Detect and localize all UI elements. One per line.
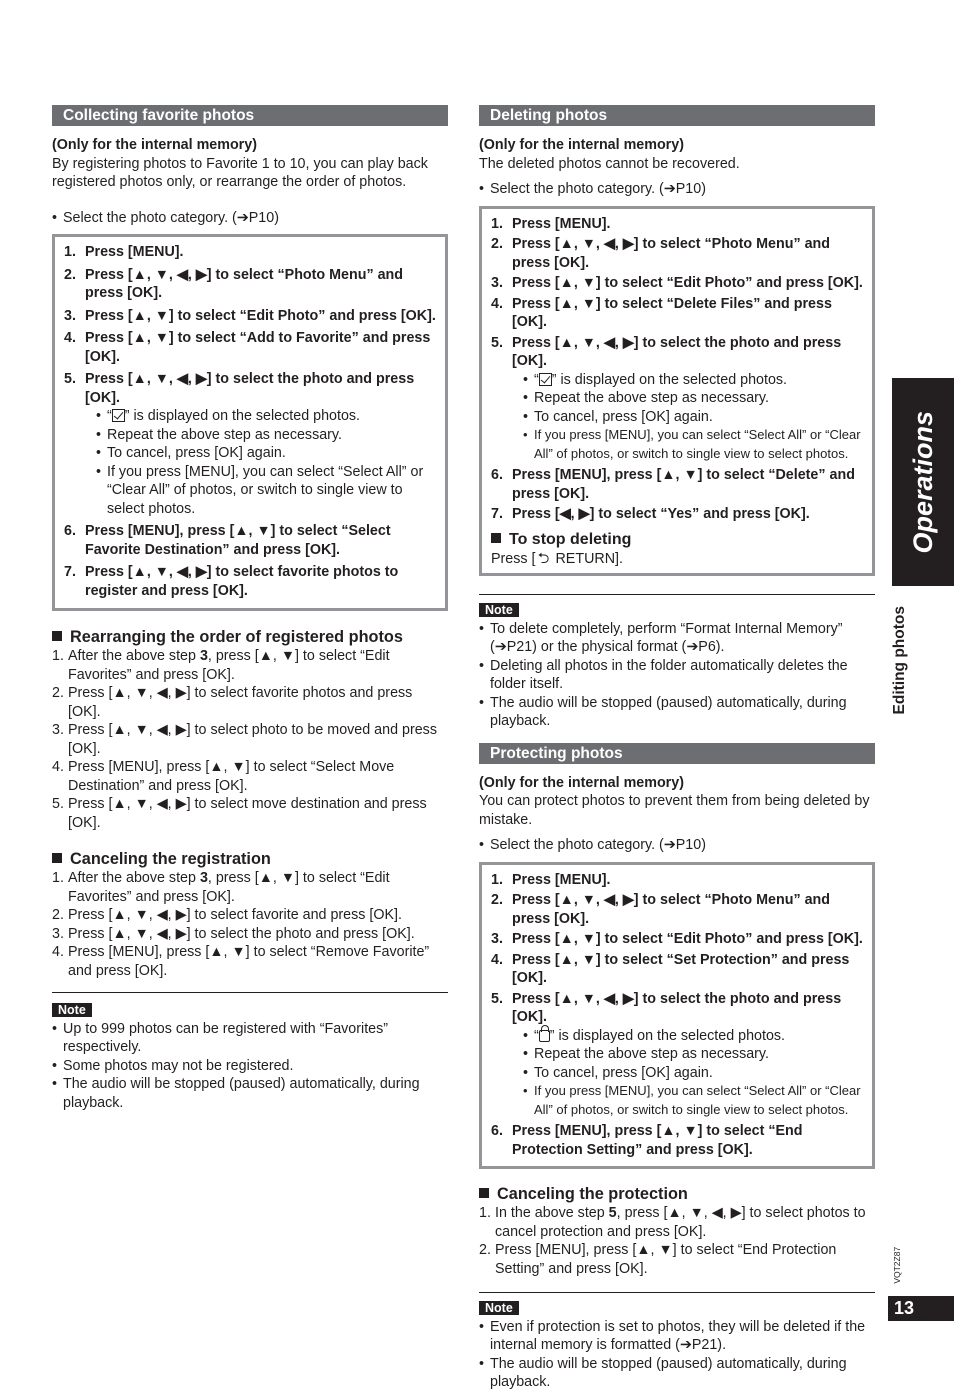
heading-canceling-registration: Canceling the registration xyxy=(52,849,448,869)
bullet: • If you press [MENU], you can select “Select All” or “Clear All” of photos, or switch to single view to select photos. xyxy=(523,1082,865,1119)
section-title-favorites: Collecting favorite photos xyxy=(52,105,448,126)
bullet: • “ ” is displayed on the selected photos. xyxy=(523,1027,865,1046)
step: 3. Press [▲, ▼] to select “Edit Photo” and press [OK]. xyxy=(491,275,863,291)
list-item: 1. After the above step 3, press [▲, ▼] to select “Edit Favorites” and press [OK]. xyxy=(52,648,390,683)
pre-step: • Select the photo category. (➔P10) xyxy=(52,209,448,228)
steps-box-deleting xyxy=(479,206,875,577)
checkbox-icon xyxy=(539,373,552,386)
step: 6. Press [MENU], press [▲, ▼] to select “End Protection Setting” and press [OK]. xyxy=(491,1123,803,1158)
step: 2. Press [▲, ▼, ◀, ▶] to select “Photo Menu” and press [OK]. xyxy=(491,236,831,271)
bullet: • To cancel, press [OK] again. xyxy=(523,408,865,427)
step: 5. Press [▲, ▼, ◀, ▶] to select the photo and press [OK]. xyxy=(491,334,842,369)
heading-stop-deleting: To stop deleting xyxy=(491,530,865,550)
list-item: 3. Press [▲, ▼, ◀, ▶] to select photo to be moved and press [OK]. xyxy=(52,722,437,757)
note-label: Note xyxy=(479,603,519,617)
steps-box xyxy=(52,234,448,611)
note-bullet: • To delete completely, perform “Format Internal Memory” (➔P21) or the physical format (➔P6). xyxy=(479,620,875,657)
step: 1. Press [MENU]. xyxy=(491,871,611,888)
section-title-deleting: Deleting photos xyxy=(479,105,875,126)
step: 6. Press [MENU], press [▲, ▼] to select “Select Favorite Destination” and press [OK]. xyxy=(64,523,391,558)
step: 5. Press [▲, ▼, ◀, ▶] to select the photo and press [OK]. xyxy=(491,990,842,1025)
bullet: • “ ” is displayed on the selected photos. xyxy=(96,407,438,426)
bullet: • Repeat the above step as necessary. xyxy=(96,426,438,445)
chapter-label: Editing photos xyxy=(890,606,908,715)
operations-tab: Operations xyxy=(907,410,938,554)
pre-step: • Select the photo category. (➔P10) xyxy=(479,180,875,199)
note-section-deleting xyxy=(479,594,875,731)
bullet: • To cancel, press [OK] again. xyxy=(96,444,438,463)
step: 6. Press [MENU], press [▲, ▼] to select “Delete” and press [OK]. xyxy=(491,467,855,502)
list-item: 2. Press [▲, ▼, ◀, ▶] to select favorite photos and press [OK]. xyxy=(52,685,413,720)
note-bullet: • The audio will be stopped (paused) automatically, during playback. xyxy=(479,694,875,731)
heading-canceling-protection: Canceling the protection xyxy=(479,1184,875,1204)
memory-scope-note: (Only for the internal memory) xyxy=(479,137,684,153)
step: 4. Press [▲, ▼] to select “Add to Favorite” and press [OK]. xyxy=(64,330,431,365)
step: 1. Press [MENU]. xyxy=(491,215,611,232)
step: 3. Press [▲, ▼] to select “Edit Photo” and press [OK]. xyxy=(491,931,863,947)
list-item: 2. Press [▲, ▼, ◀, ▶] to select favorite and press [OK]. xyxy=(52,907,402,923)
left-column xyxy=(52,105,448,1112)
stop-deleting-text: Press [ ⮌ RETURN]. xyxy=(491,550,623,567)
steps-box-protecting xyxy=(479,862,875,1170)
list-item: 1. After the above step 3, press [▲, ▼] to select “Edit Favorites” and press [OK]. xyxy=(52,870,390,905)
list-item: 4. Press [MENU], press [▲, ▼] to select “Select Move Destination” and press [OK]. xyxy=(52,759,395,794)
step: 2. Press [▲, ▼, ◀, ▶] to select “Photo Menu” and press [OK]. xyxy=(64,266,404,301)
list-item: 4. Press [MENU], press [▲, ▼] to select “Remove Favorite” and press [OK]. xyxy=(52,944,430,979)
step: 7. Press [◀, ▶] to select “Yes” and press [OK]. xyxy=(491,506,810,522)
lock-icon xyxy=(539,1030,550,1042)
section-title-protecting: Protecting photos xyxy=(479,743,875,764)
note-section xyxy=(52,992,448,1112)
step: 7. Press [▲, ▼, ◀, ▶] to select favorite photos to register and press [OK]. xyxy=(64,564,399,599)
bullet: • If you press [MENU], you can select “Select All” or “Clear All” of photos, or switch to single view to select photos. xyxy=(96,463,438,519)
heading-rearranging: Rearranging the order of registered photos xyxy=(52,627,448,647)
page-number: 13 xyxy=(888,1296,954,1321)
step-5-bullets xyxy=(491,1027,865,1120)
step: 3. Press [▲, ▼] to select “Edit Photo” and press [OK]. xyxy=(64,307,436,324)
note-label: Note xyxy=(479,1301,519,1315)
bullet: • Repeat the above step as necessary. xyxy=(523,389,865,408)
bullet: • Repeat the above step as necessary. xyxy=(523,1045,865,1064)
list-item: 3. Press [▲, ▼, ◀, ▶] to select the photo and press [OK]. xyxy=(52,925,415,942)
intro-text: The deleted photos cannot be recovered. xyxy=(479,155,740,172)
note-label: Note xyxy=(52,1003,92,1017)
checkbox-icon xyxy=(112,409,125,422)
note-bullet: • Deleting all photos in the folder automatically deletes the folder itself. xyxy=(479,657,875,694)
step: 2. Press [▲, ▼, ◀, ▶] to select “Photo Menu” and press [OK]. xyxy=(491,892,831,927)
intro-text: You can protect photos to prevent them from being deleted by mistake. xyxy=(479,793,870,828)
note-bullet: • Some photos may not be registered. xyxy=(52,1057,448,1076)
model-code: VQT2Z87 xyxy=(891,1246,902,1284)
pre-step: • Select the photo category. (➔P10) xyxy=(479,836,875,855)
memory-scope-note: (Only for the internal memory) xyxy=(479,774,684,791)
step-5-bullets xyxy=(64,407,438,518)
memory-scope-note: (Only for the internal memory) xyxy=(52,137,257,153)
step: 4. Press [▲, ▼] to select “Delete Files” and press [OK]. xyxy=(491,295,832,330)
note-bullet: • Up to 999 photos can be registered with “Favorites” respectively. xyxy=(52,1020,448,1057)
step: 4. Press [▲, ▼] to select “Set Protection” and press [OK]. xyxy=(491,951,850,986)
note-bullet: • The audio will be stopped (paused) automatically, during playback. xyxy=(52,1075,448,1112)
list-item: 1. In the above step 5, press [▲, ▼, ◀, ▶] to select photos to cancel protection and press [OK]. xyxy=(479,1205,866,1240)
step-5-bullets xyxy=(491,371,865,464)
right-column xyxy=(479,105,875,1392)
note-bullet: • Even if protection is set to photos, they will be deleted if the internal memory is formatted (➔P21). xyxy=(479,1318,875,1355)
bullet: • To cancel, press [OK] again. xyxy=(523,1064,865,1083)
note-bullet: • The audio will be stopped (paused) automatically, during playback. xyxy=(479,1355,875,1392)
return-icon: ⮌ xyxy=(537,550,550,567)
note-section-protecting xyxy=(479,1292,875,1392)
list-item: 2. Press [MENU], press [▲, ▼] to select “End Protection Setting” and press [OK]. xyxy=(479,1242,837,1277)
list-item: 5. Press [▲, ▼, ◀, ▶] to select move destination and press [OK]. xyxy=(52,796,427,831)
bullet: • “ ” is displayed on the selected photos. xyxy=(523,371,865,390)
step: 5. Press [▲, ▼, ◀, ▶] to select the photo and press [OK]. xyxy=(64,371,415,406)
step: 1. Press [MENU]. xyxy=(64,244,184,260)
bullet: • If you press [MENU], you can select “Select All” or “Clear All” of photos, or switch to single view to select photos. xyxy=(523,426,865,463)
intro-text: By registering photos to Favorite 1 to 10, you can play back registered photos only, or rearrange the order of photos. xyxy=(52,155,428,190)
